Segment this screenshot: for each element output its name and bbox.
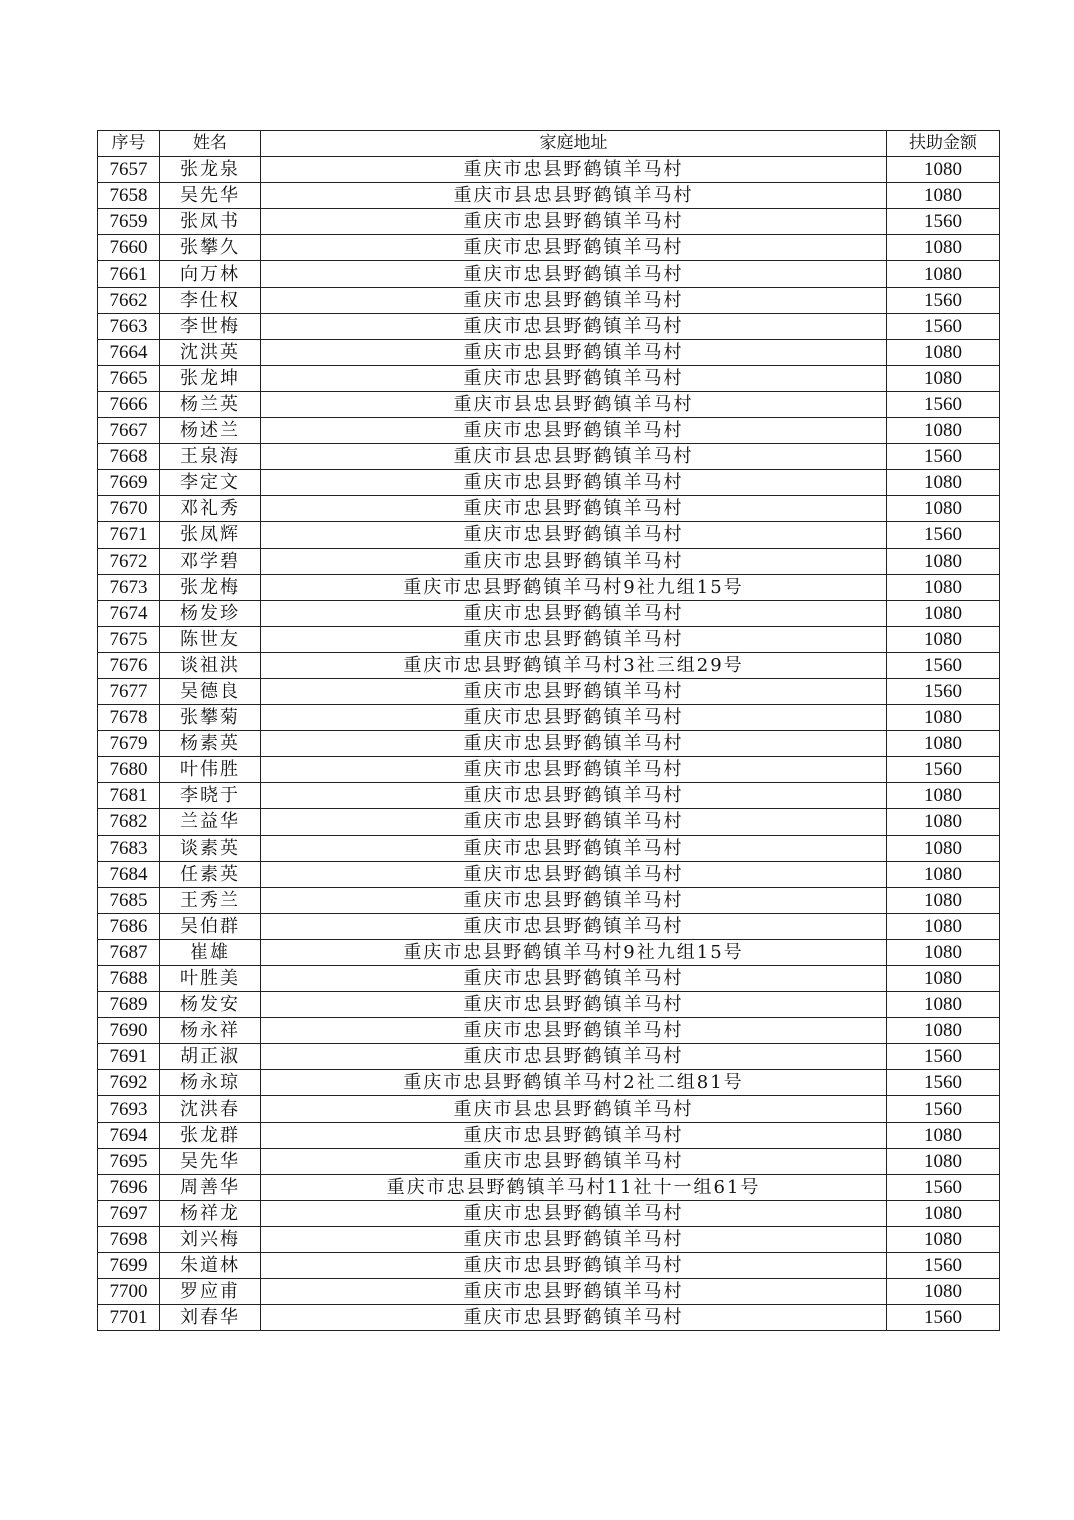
table-row (98, 1148, 1000, 1174)
name-cell: 张龙梅 (160, 574, 261, 600)
name-cell: 邓礼秀 (160, 496, 261, 522)
serial-cell: 7682 (98, 809, 160, 835)
name-cell: 刘春华 (160, 1305, 261, 1331)
name-cell: 朱道林 (160, 1253, 261, 1279)
header-name: 姓名 (160, 131, 261, 157)
table-row (98, 418, 1000, 444)
name-cell: 杨永祥 (160, 1018, 261, 1044)
table-row (98, 913, 1000, 939)
address-cell: 重庆市忠县野鹤镇羊马村 (261, 887, 887, 913)
amount-cell: 1080 (887, 183, 1000, 209)
table-body (98, 157, 1000, 1331)
amount-cell: 1080 (887, 1018, 1000, 1044)
table-row (98, 705, 1000, 731)
name-cell: 沈洪春 (160, 1096, 261, 1122)
amount-cell: 1560 (887, 1305, 1000, 1331)
address-cell: 重庆市忠县野鹤镇羊马村 (261, 339, 887, 365)
name-cell: 吴伯群 (160, 913, 261, 939)
table-row (98, 391, 1000, 417)
address-cell: 重庆市忠县野鹤镇羊马村 (261, 209, 887, 235)
name-cell: 李晓于 (160, 783, 261, 809)
name-cell: 王秀兰 (160, 887, 261, 913)
name-cell: 胡正淑 (160, 1044, 261, 1070)
table-row (98, 339, 1000, 365)
address-cell: 重庆市忠县野鹤镇羊马村 (261, 522, 887, 548)
table-row (98, 1253, 1000, 1279)
address-cell: 重庆市忠县野鹤镇羊马村 (261, 731, 887, 757)
table-row (98, 757, 1000, 783)
address-cell: 重庆市忠县野鹤镇羊马村 (261, 1226, 887, 1252)
amount-cell: 1080 (887, 705, 1000, 731)
serial-cell: 7687 (98, 939, 160, 965)
address-cell: 重庆市忠县野鹤镇羊马村 (261, 1253, 887, 1279)
address-cell: 重庆市忠县野鹤镇羊马村 (261, 783, 887, 809)
name-cell: 谈素英 (160, 835, 261, 861)
amount-cell: 1080 (887, 574, 1000, 600)
address-cell: 重庆市忠县野鹤镇羊马村 (261, 235, 887, 261)
table-row (98, 1122, 1000, 1148)
table-row (98, 939, 1000, 965)
name-cell: 张攀久 (160, 235, 261, 261)
serial-cell: 7671 (98, 522, 160, 548)
serial-cell: 7696 (98, 1174, 160, 1200)
serial-cell: 7657 (98, 157, 160, 183)
table-row (98, 496, 1000, 522)
name-cell: 杨兰英 (160, 391, 261, 417)
table-row (98, 600, 1000, 626)
amount-cell: 1080 (887, 235, 1000, 261)
name-cell: 吴德良 (160, 678, 261, 704)
name-cell: 张龙坤 (160, 365, 261, 391)
serial-cell: 7662 (98, 287, 160, 313)
address-cell: 重庆市忠县野鹤镇羊马村9社九组15号 (261, 574, 887, 600)
name-cell: 李仕权 (160, 287, 261, 313)
amount-cell: 1560 (887, 1044, 1000, 1070)
serial-cell: 7700 (98, 1279, 160, 1305)
name-cell: 吴先华 (160, 183, 261, 209)
amount-cell: 1080 (887, 861, 1000, 887)
serial-cell: 7663 (98, 313, 160, 339)
serial-cell: 7676 (98, 652, 160, 678)
address-cell: 重庆市忠县野鹤镇羊马村 (261, 966, 887, 992)
name-cell: 邓学碧 (160, 548, 261, 574)
serial-cell: 7694 (98, 1122, 160, 1148)
address-cell: 重庆市忠县野鹤镇羊马村 (261, 365, 887, 391)
name-cell: 刘兴梅 (160, 1226, 261, 1252)
address-cell: 重庆市忠县野鹤镇羊马村 (261, 1305, 887, 1331)
address-cell: 重庆市忠县野鹤镇羊马村 (261, 626, 887, 652)
address-cell: 重庆市忠县野鹤镇羊马村 (261, 1148, 887, 1174)
address-cell: 重庆市县忠县野鹤镇羊马村 (261, 391, 887, 417)
table-row (98, 809, 1000, 835)
table-row (98, 678, 1000, 704)
table-row (98, 444, 1000, 470)
table-row (98, 183, 1000, 209)
amount-cell: 1080 (887, 1200, 1000, 1226)
serial-cell: 7688 (98, 966, 160, 992)
serial-cell: 7698 (98, 1226, 160, 1252)
amount-cell: 1560 (887, 757, 1000, 783)
name-cell: 杨述兰 (160, 418, 261, 444)
table-row (98, 365, 1000, 391)
amount-cell: 1080 (887, 966, 1000, 992)
amount-cell: 1560 (887, 652, 1000, 678)
name-cell: 张龙群 (160, 1122, 261, 1148)
address-cell: 重庆市县忠县野鹤镇羊马村 (261, 183, 887, 209)
serial-cell: 7664 (98, 339, 160, 365)
address-cell: 重庆市忠县野鹤镇羊马村 (261, 1122, 887, 1148)
serial-cell: 7670 (98, 496, 160, 522)
serial-cell: 7666 (98, 391, 160, 417)
name-cell: 叶胜美 (160, 966, 261, 992)
name-cell: 王泉海 (160, 444, 261, 470)
amount-cell: 1080 (887, 783, 1000, 809)
amount-cell: 1080 (887, 835, 1000, 861)
serial-cell: 7680 (98, 757, 160, 783)
address-cell: 重庆市忠县野鹤镇羊马村9社九组15号 (261, 939, 887, 965)
address-cell: 重庆市忠县野鹤镇羊马村 (261, 548, 887, 574)
table-row (98, 1070, 1000, 1096)
header-amount: 扶助金额 (887, 131, 1000, 157)
amount-cell: 1080 (887, 626, 1000, 652)
name-cell: 崔雄 (160, 939, 261, 965)
name-cell: 杨发珍 (160, 600, 261, 626)
address-cell: 重庆市忠县野鹤镇羊马村 (261, 1279, 887, 1305)
serial-cell: 7678 (98, 705, 160, 731)
table-row (98, 1226, 1000, 1252)
amount-cell: 1560 (887, 1096, 1000, 1122)
amount-cell: 1560 (887, 1253, 1000, 1279)
amount-cell: 1080 (887, 600, 1000, 626)
serial-cell: 7693 (98, 1096, 160, 1122)
address-cell: 重庆市忠县野鹤镇羊马村 (261, 678, 887, 704)
name-cell: 罗应甫 (160, 1279, 261, 1305)
serial-cell: 7686 (98, 913, 160, 939)
serial-cell: 7660 (98, 235, 160, 261)
amount-cell: 1080 (887, 731, 1000, 757)
amount-cell: 1560 (887, 444, 1000, 470)
serial-cell: 7679 (98, 731, 160, 757)
address-cell: 重庆市县忠县野鹤镇羊马村 (261, 444, 887, 470)
address-cell: 重庆市忠县野鹤镇羊马村 (261, 861, 887, 887)
address-cell: 重庆市忠县野鹤镇羊马村 (261, 470, 887, 496)
address-cell: 重庆市忠县野鹤镇羊马村 (261, 496, 887, 522)
name-cell: 张龙泉 (160, 157, 261, 183)
name-cell: 张凤书 (160, 209, 261, 235)
address-cell: 重庆市忠县野鹤镇羊马村 (261, 809, 887, 835)
table-row (98, 548, 1000, 574)
table-row (98, 966, 1000, 992)
table-row (98, 522, 1000, 548)
name-cell: 叶伟胜 (160, 757, 261, 783)
serial-cell: 7697 (98, 1200, 160, 1226)
table-row (98, 1096, 1000, 1122)
address-cell: 重庆市忠县野鹤镇羊马村 (261, 913, 887, 939)
amount-cell: 1080 (887, 261, 1000, 287)
serial-cell: 7689 (98, 992, 160, 1018)
serial-cell: 7692 (98, 1070, 160, 1096)
amount-cell: 1080 (887, 157, 1000, 183)
table-row (98, 1018, 1000, 1044)
amount-cell: 1560 (887, 678, 1000, 704)
serial-cell: 7684 (98, 861, 160, 887)
serial-cell: 7677 (98, 678, 160, 704)
amount-cell: 1560 (887, 287, 1000, 313)
amount-cell: 1080 (887, 809, 1000, 835)
name-cell: 杨永琼 (160, 1070, 261, 1096)
name-cell: 周善华 (160, 1174, 261, 1200)
serial-cell: 7659 (98, 209, 160, 235)
address-cell: 重庆市县忠县野鹤镇羊马村 (261, 1096, 887, 1122)
table-row (98, 313, 1000, 339)
serial-cell: 7667 (98, 418, 160, 444)
amount-cell: 1080 (887, 887, 1000, 913)
name-cell: 杨发安 (160, 992, 261, 1018)
amount-cell: 1560 (887, 391, 1000, 417)
serial-cell: 7685 (98, 887, 160, 913)
amount-cell: 1080 (887, 339, 1000, 365)
amount-cell: 1080 (887, 1148, 1000, 1174)
table-row (98, 574, 1000, 600)
table-row (98, 626, 1000, 652)
serial-cell: 7669 (98, 470, 160, 496)
table-row (98, 1279, 1000, 1305)
recipient-table (97, 130, 1000, 1331)
serial-cell: 7674 (98, 600, 160, 626)
amount-cell: 1080 (887, 365, 1000, 391)
name-cell: 杨素英 (160, 731, 261, 757)
address-cell: 重庆市忠县野鹤镇羊马村 (261, 835, 887, 861)
address-cell: 重庆市忠县野鹤镇羊马村 (261, 600, 887, 626)
amount-cell: 1560 (887, 313, 1000, 339)
table-row (98, 835, 1000, 861)
table-row (98, 157, 1000, 183)
address-cell: 重庆市忠县野鹤镇羊马村 (261, 992, 887, 1018)
amount-cell: 1560 (887, 1070, 1000, 1096)
address-cell: 重庆市忠县野鹤镇羊马村2社二组81号 (261, 1070, 887, 1096)
name-cell: 李世梅 (160, 313, 261, 339)
amount-cell: 1080 (887, 548, 1000, 574)
name-cell: 兰益华 (160, 809, 261, 835)
header-address: 家庭地址 (261, 131, 887, 157)
serial-cell: 7668 (98, 444, 160, 470)
amount-cell: 1080 (887, 470, 1000, 496)
address-cell: 重庆市忠县野鹤镇羊马村 (261, 1018, 887, 1044)
table-row (98, 1305, 1000, 1331)
address-cell: 重庆市忠县野鹤镇羊马村 (261, 705, 887, 731)
table-row (98, 652, 1000, 678)
table-row (98, 235, 1000, 261)
serial-cell: 7675 (98, 626, 160, 652)
table-row (98, 1174, 1000, 1200)
address-cell: 重庆市忠县野鹤镇羊马村 (261, 261, 887, 287)
address-cell: 重庆市忠县野鹤镇羊马村3社三组29号 (261, 652, 887, 678)
amount-cell: 1560 (887, 522, 1000, 548)
name-cell: 吴先华 (160, 1148, 261, 1174)
name-cell: 任素英 (160, 861, 261, 887)
name-cell: 张攀菊 (160, 705, 261, 731)
serial-cell: 7695 (98, 1148, 160, 1174)
serial-cell: 7672 (98, 548, 160, 574)
table-row (98, 1044, 1000, 1070)
address-cell: 重庆市忠县野鹤镇羊马村 (261, 1200, 887, 1226)
amount-cell: 1080 (887, 913, 1000, 939)
address-cell: 重庆市忠县野鹤镇羊马村 (261, 1044, 887, 1070)
table-row (98, 992, 1000, 1018)
name-cell: 沈洪英 (160, 339, 261, 365)
amount-cell: 1080 (887, 992, 1000, 1018)
amount-cell: 1560 (887, 209, 1000, 235)
table-row (98, 783, 1000, 809)
serial-cell: 7701 (98, 1305, 160, 1331)
amount-cell: 1080 (887, 939, 1000, 965)
serial-cell: 7699 (98, 1253, 160, 1279)
address-cell: 重庆市忠县野鹤镇羊马村 (261, 313, 887, 339)
address-cell: 重庆市忠县野鹤镇羊马村11社十一组61号 (261, 1174, 887, 1200)
name-cell: 向万林 (160, 261, 261, 287)
address-cell: 重庆市忠县野鹤镇羊马村 (261, 287, 887, 313)
table-row (98, 887, 1000, 913)
header-row (98, 131, 1000, 157)
table-row (98, 209, 1000, 235)
amount-cell: 1080 (887, 1122, 1000, 1148)
serial-cell: 7665 (98, 365, 160, 391)
serial-cell: 7690 (98, 1018, 160, 1044)
serial-cell: 7681 (98, 783, 160, 809)
name-cell: 谈祖洪 (160, 652, 261, 678)
name-cell: 李定文 (160, 470, 261, 496)
table-row (98, 731, 1000, 757)
address-cell: 重庆市忠县野鹤镇羊马村 (261, 757, 887, 783)
header-serial: 序号 (98, 131, 160, 157)
name-cell: 杨祥龙 (160, 1200, 261, 1226)
table-row (98, 861, 1000, 887)
serial-cell: 7673 (98, 574, 160, 600)
serial-cell: 7661 (98, 261, 160, 287)
serial-cell: 7683 (98, 835, 160, 861)
amount-cell: 1080 (887, 1279, 1000, 1305)
serial-cell: 7691 (98, 1044, 160, 1070)
amount-cell: 1080 (887, 1226, 1000, 1252)
name-cell: 陈世友 (160, 626, 261, 652)
table-row (98, 1200, 1000, 1226)
table-row (98, 287, 1000, 313)
address-cell: 重庆市忠县野鹤镇羊马村 (261, 157, 887, 183)
name-cell: 张凤辉 (160, 522, 261, 548)
serial-cell: 7658 (98, 183, 160, 209)
table-row (98, 470, 1000, 496)
amount-cell: 1080 (887, 496, 1000, 522)
table-row (98, 261, 1000, 287)
amount-cell: 1560 (887, 1174, 1000, 1200)
address-cell: 重庆市忠县野鹤镇羊马村 (261, 418, 887, 444)
amount-cell: 1080 (887, 418, 1000, 444)
